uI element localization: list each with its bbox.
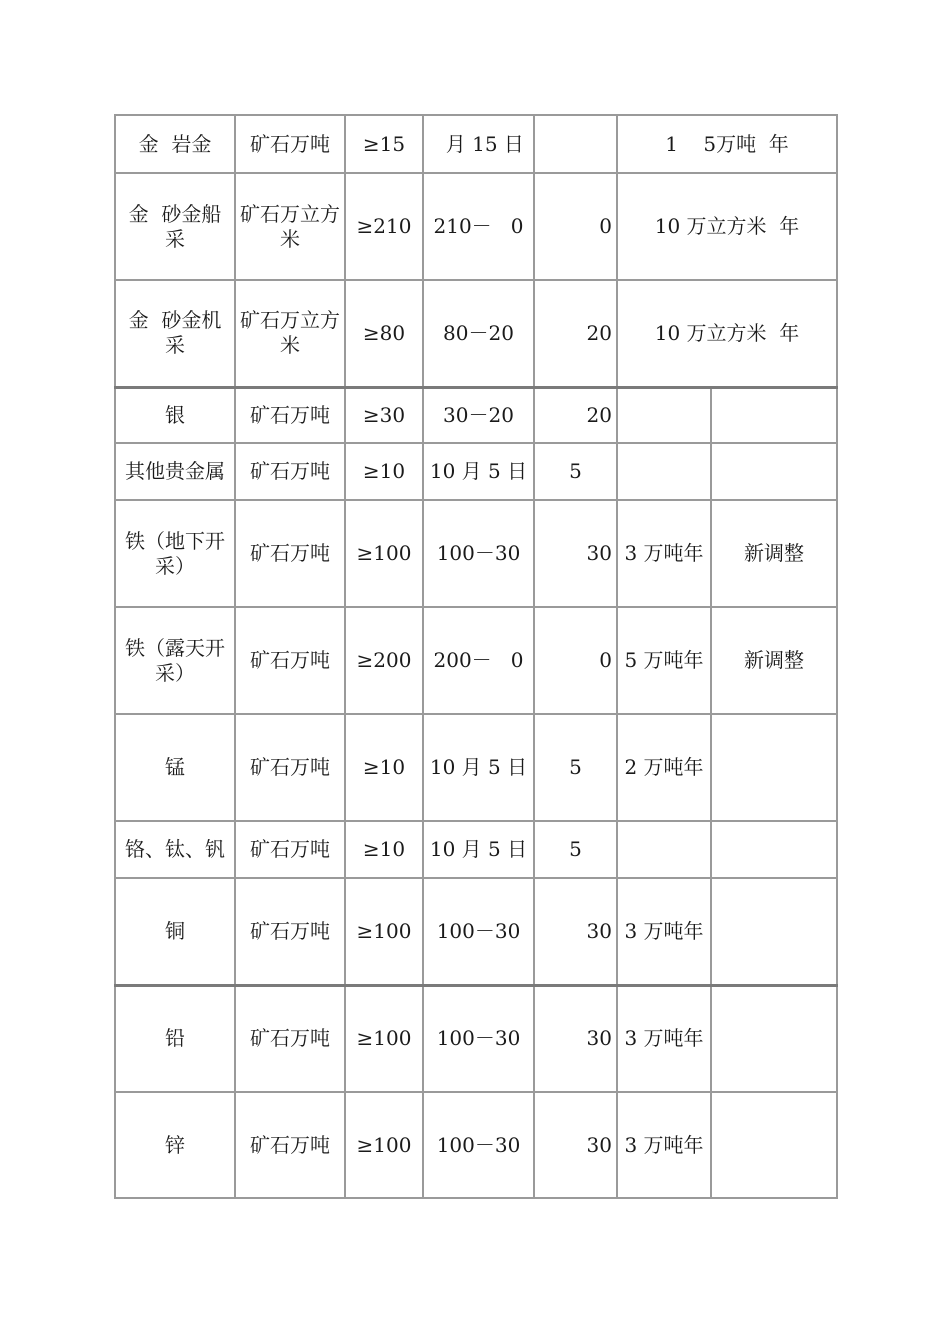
table-row bbox=[115, 443, 837, 500]
large-scale-cell: ≥100 bbox=[345, 985, 423, 1092]
large-scale-cell: ≥200 bbox=[345, 607, 423, 714]
note-cell bbox=[711, 714, 837, 821]
medium-scale-cell: 100－30 bbox=[423, 500, 534, 607]
large-scale-cell: ≥210 bbox=[345, 173, 423, 280]
table-row bbox=[115, 878, 837, 985]
unit-cell: 矿石万吨 bbox=[235, 443, 345, 500]
min-production-cell: 5 万吨年 bbox=[617, 607, 711, 714]
large-scale-cell: ≥30 bbox=[345, 387, 423, 443]
medium-scale-cell: 10 月 5 日 bbox=[423, 714, 534, 821]
small-scale-cell: 5 bbox=[534, 443, 617, 500]
min-production-cell: 10 万立方米 年 bbox=[617, 173, 837, 280]
large-scale-cell: ≥10 bbox=[345, 821, 423, 878]
table-row bbox=[115, 500, 837, 607]
large-scale-cell: ≥100 bbox=[345, 1092, 423, 1198]
unit-cell: 矿石万吨 bbox=[235, 115, 345, 173]
note-cell bbox=[711, 985, 837, 1092]
note-cell bbox=[711, 821, 837, 878]
unit-cell: 矿石万吨 bbox=[235, 607, 345, 714]
large-scale-cell: ≥100 bbox=[345, 878, 423, 985]
mineral-cell: 铅 bbox=[115, 985, 235, 1092]
medium-scale-cell: 200－ 0 bbox=[423, 607, 534, 714]
small-scale-cell: 30 bbox=[534, 985, 617, 1092]
medium-scale-cell: 100－30 bbox=[423, 985, 534, 1092]
small-scale-cell: 5 bbox=[534, 821, 617, 878]
min-production-cell bbox=[617, 443, 711, 500]
medium-scale-cell: 100－30 bbox=[423, 1092, 534, 1198]
small-scale-cell: 30 bbox=[534, 878, 617, 985]
unit-cell: 矿石万立方米 bbox=[235, 280, 345, 387]
mineral-cell: 金 砂金机采 bbox=[115, 280, 235, 387]
min-production-cell: 3 万吨年 bbox=[617, 878, 711, 985]
mineral-cell: 铁（地下开采） bbox=[115, 500, 235, 607]
table-row bbox=[115, 115, 837, 173]
small-scale-cell: 30 bbox=[534, 500, 617, 607]
mineral-cell: 锌 bbox=[115, 1092, 235, 1198]
note-cell: 新调整 bbox=[711, 607, 837, 714]
mineral-cell: 金 砂金船采 bbox=[115, 173, 235, 280]
small-scale-cell: 5 bbox=[534, 714, 617, 821]
small-scale-cell: 20 bbox=[534, 387, 617, 443]
table-row bbox=[115, 280, 837, 387]
min-production-cell: 2 万吨年 bbox=[617, 714, 711, 821]
min-production-cell: 3 万吨年 bbox=[617, 500, 711, 607]
unit-cell: 矿石万吨 bbox=[235, 985, 345, 1092]
min-production-cell: 1 5万吨 年 bbox=[617, 115, 837, 173]
unit-cell: 矿石万吨 bbox=[235, 878, 345, 985]
medium-scale-cell: 10 月 5 日 bbox=[423, 443, 534, 500]
medium-scale-cell: 月 15 日 bbox=[423, 115, 534, 173]
mineral-cell: 金 岩金 bbox=[115, 115, 235, 173]
min-production-cell bbox=[617, 821, 711, 878]
table-row bbox=[115, 387, 837, 443]
large-scale-cell: ≥80 bbox=[345, 280, 423, 387]
note-cell bbox=[711, 443, 837, 500]
min-production-cell: 10 万立方米 年 bbox=[617, 280, 837, 387]
note-cell bbox=[711, 878, 837, 985]
unit-cell: 矿石万吨 bbox=[235, 500, 345, 607]
medium-scale-cell: 30－20 bbox=[423, 387, 534, 443]
min-production-cell: 3 万吨年 bbox=[617, 1092, 711, 1198]
note-cell: 新调整 bbox=[711, 500, 837, 607]
medium-scale-cell: 100－30 bbox=[423, 878, 534, 985]
unit-cell: 矿石万吨 bbox=[235, 387, 345, 443]
mineral-cell: 铁（露天开采） bbox=[115, 607, 235, 714]
mineral-cell: 银 bbox=[115, 387, 235, 443]
unit-cell: 矿石万吨 bbox=[235, 714, 345, 821]
small-scale-cell: 20 bbox=[534, 280, 617, 387]
table-row bbox=[115, 821, 837, 878]
small-scale-cell bbox=[534, 115, 617, 173]
large-scale-cell: ≥10 bbox=[345, 443, 423, 500]
unit-cell: 矿石万立方米 bbox=[235, 173, 345, 280]
large-scale-cell: ≥15 bbox=[345, 115, 423, 173]
small-scale-cell: 30 bbox=[534, 1092, 617, 1198]
mineral-cell: 铬、钛、钒 bbox=[115, 821, 235, 878]
medium-scale-cell: 80－20 bbox=[423, 280, 534, 387]
mineral-cell: 其他贵金属 bbox=[115, 443, 235, 500]
small-scale-cell: 0 bbox=[534, 173, 617, 280]
table-row bbox=[115, 714, 837, 821]
small-scale-cell: 0 bbox=[534, 607, 617, 714]
medium-scale-cell: 10 月 5 日 bbox=[423, 821, 534, 878]
mineral-cell: 铜 bbox=[115, 878, 235, 985]
mineral-cell: 锰 bbox=[115, 714, 235, 821]
table-row bbox=[115, 173, 837, 280]
min-production-cell: 3 万吨年 bbox=[617, 985, 711, 1092]
mining-scale-table bbox=[114, 114, 838, 1199]
unit-cell: 矿石万吨 bbox=[235, 821, 345, 878]
large-scale-cell: ≥100 bbox=[345, 500, 423, 607]
min-production-cell bbox=[617, 387, 711, 443]
table-row bbox=[115, 985, 837, 1092]
medium-scale-cell: 210－ 0 bbox=[423, 173, 534, 280]
note-cell bbox=[711, 387, 837, 443]
large-scale-cell: ≥10 bbox=[345, 714, 423, 821]
table-row bbox=[115, 1092, 837, 1198]
note-cell bbox=[711, 1092, 837, 1198]
table-row bbox=[115, 607, 837, 714]
unit-cell: 矿石万吨 bbox=[235, 1092, 345, 1198]
